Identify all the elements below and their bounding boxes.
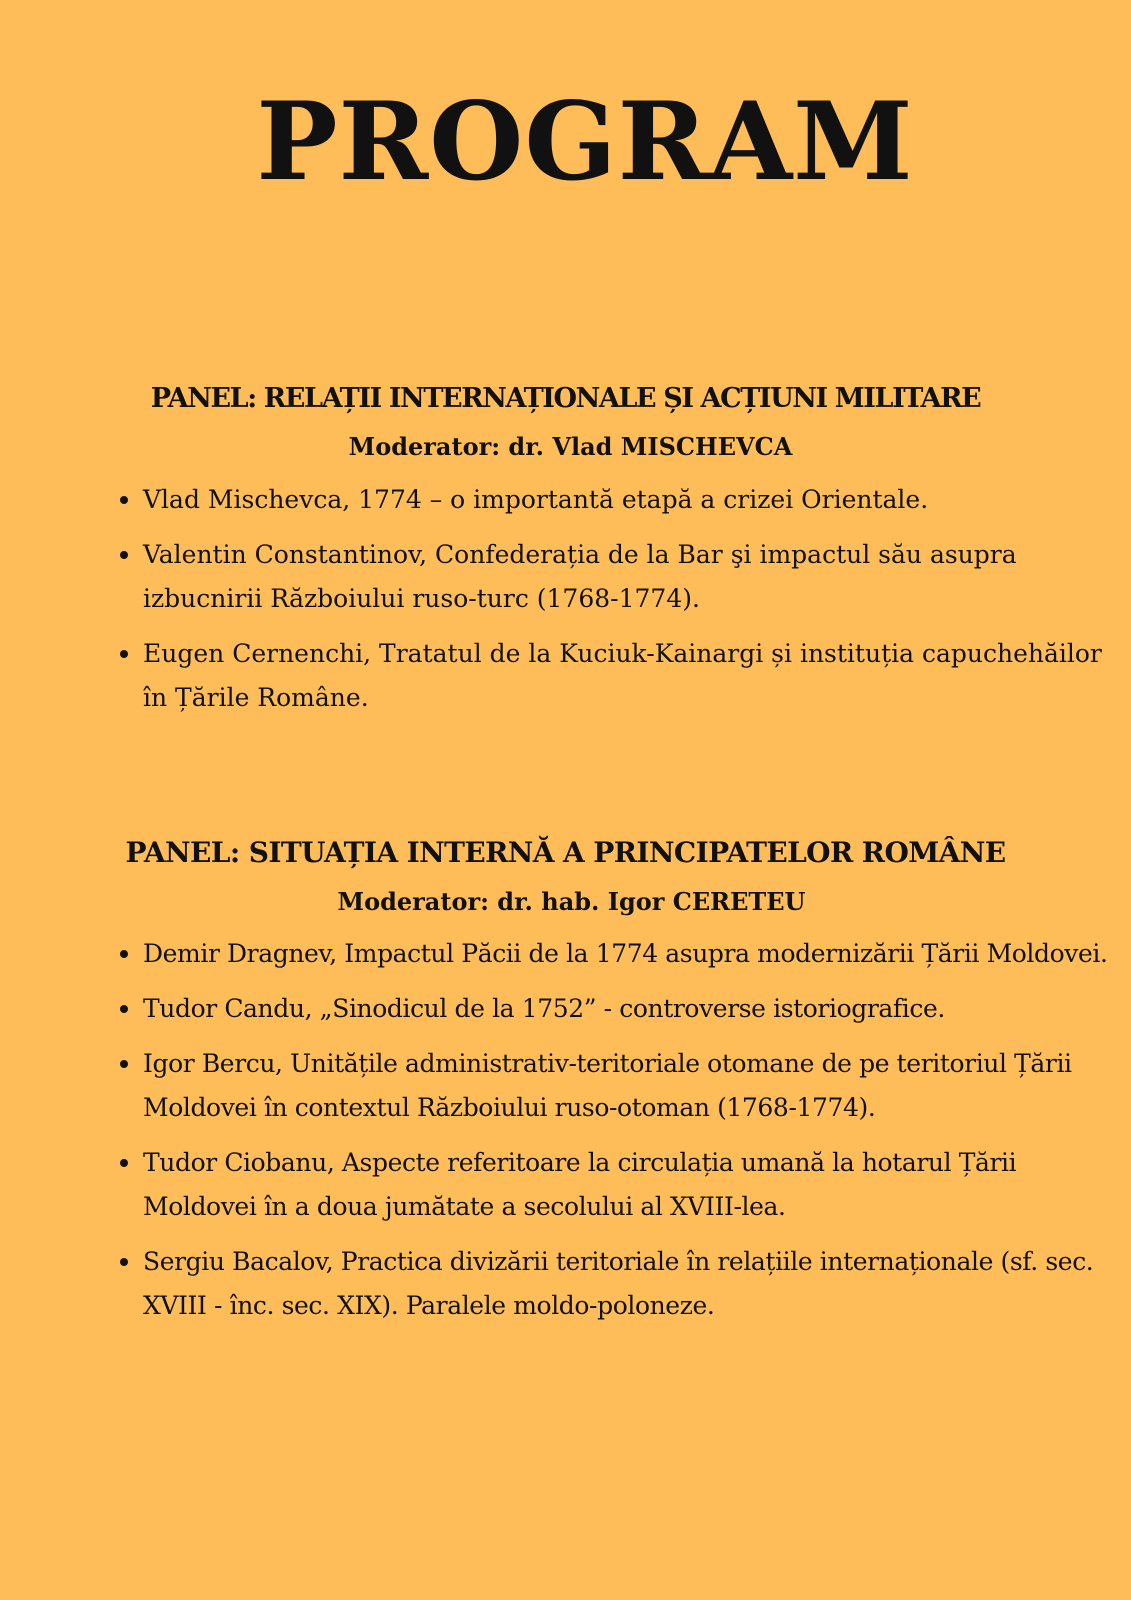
presentation-text: Sergiu Bacalov, Practica divizării teritoriale în relațiile internaționale (sf. sec. XVIII - înc. sec. XIX). Paralele moldo-poloneze. — [143, 1247, 1094, 1321]
presentation-item — [0, 533, 1131, 621]
panel-moderator: Moderator: dr. Vlad MISCHEVCA — [348, 432, 793, 462]
bullet-icon — [120, 1005, 128, 1013]
presentation-item — [0, 1042, 1131, 1130]
panel-international-relations — [0, 383, 1131, 731]
page-title: PROGRAM — [256, 79, 914, 205]
presentation-text: Eugen Cernenchi, Tratatul de la Kuciuk-Kainargi și instituția capuchehăilor în Țările Române. — [143, 639, 1102, 713]
presentation-text: Tudor Ciobanu, Aspecte referitoare la circulația umană la hotarul Țării Moldovei în a doua jumătate a secolului al XVIII-lea. — [143, 1148, 1017, 1222]
presentation-list — [0, 932, 1131, 1328]
bullet-icon — [120, 650, 128, 658]
presentation-text: Tudor Candu, „Sinodicul de la 1752” - controverse istoriografice. — [143, 994, 945, 1024]
presentation-item — [0, 1240, 1131, 1328]
panel-internal-situation — [0, 836, 1131, 1339]
bullet-icon — [120, 1159, 128, 1167]
panel-title: PANEL: RELAȚII INTERNAȚIONALE ȘI ACȚIUNI MILITARE — [150, 383, 981, 414]
presentation-text: Valentin Constantinov, Confederația de la Bar şi impactul său asupra izbucnirii Războiului ruso-turc (1768-1774). — [143, 540, 1017, 614]
presentation-text: Demir Dragnev, Impactul Păcii de la 1774 asupra modernizării Țării Moldovei. — [143, 939, 1108, 969]
presentation-item — [0, 987, 1131, 1031]
panel-title: PANEL: SITUAȚIA INTERNĂ A PRINCIPATELOR ROMÂNE — [125, 836, 1006, 869]
bullet-icon — [120, 496, 128, 504]
presentation-text: Igor Bercu, Unitățile administrativ-teritoriale otomane de pe teritoriul Țării Moldovei în contextul Războiului ruso-otoman (1768-1774). — [143, 1049, 1072, 1123]
bullet-icon — [120, 950, 128, 958]
presentation-item — [0, 478, 1131, 522]
presentation-item — [0, 1141, 1131, 1229]
presentation-list — [0, 478, 1131, 720]
bullet-icon — [120, 1060, 128, 1068]
bullet-icon — [120, 1258, 128, 1266]
presentation-item — [0, 932, 1131, 976]
bullet-icon — [120, 551, 128, 559]
panel-moderator: Moderator: dr. hab. Igor CERETEU — [337, 886, 806, 916]
presentation-item — [0, 632, 1131, 720]
presentation-text: Vlad Mischevca, 1774 – o importantă etapă a crizei Orientale. — [143, 485, 929, 515]
